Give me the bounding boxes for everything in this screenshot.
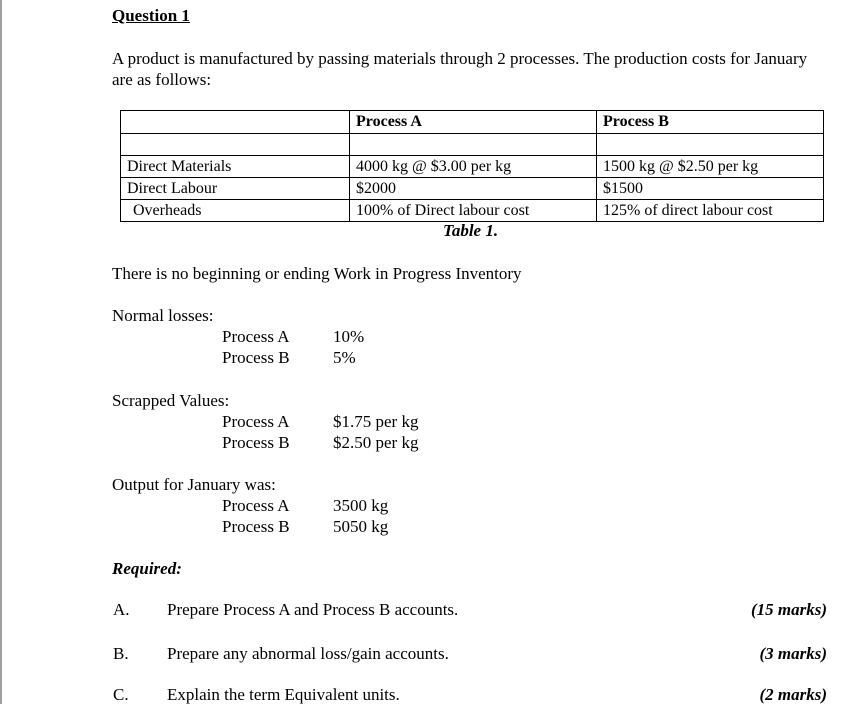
intro-paragraph: A product is manufactured by passing materials through 2 processes. The production costs for January are as follows:	[112, 49, 808, 89]
row-label: Direct Materials	[121, 156, 350, 178]
table-header-process-b: Process B	[597, 111, 824, 134]
requirement-text: Prepare Process A and Process B accounts.	[167, 600, 459, 619]
table-cell	[597, 134, 824, 156]
table-header-row	[121, 111, 824, 134]
requirement-text: Prepare any abnormal loss/gain accounts.	[167, 644, 449, 663]
required-heading: Required:	[112, 559, 182, 578]
table-header-cell	[121, 111, 350, 134]
process-b-value: 125% of direct labour cost	[597, 200, 824, 222]
page-edge	[0, 0, 2, 704]
requirement-marks: (2 marks)	[759, 685, 827, 704]
output-value: 3500 kg	[333, 496, 389, 515]
process-a-value: 4000 kg @ $3.00 per kg	[350, 156, 597, 178]
requirement-text: Explain the term Equivalent units.	[167, 685, 400, 704]
output-process: Process A	[222, 496, 290, 515]
normal-loss-value: 5%	[333, 348, 356, 367]
scrapped-value: $2.50 per kg	[333, 433, 419, 452]
production-costs-table	[120, 110, 824, 222]
normal-losses-label: Normal losses:	[112, 306, 214, 325]
row-label: Direct Labour	[121, 178, 350, 200]
scrapped-value: $1.75 per kg	[333, 412, 419, 431]
process-a-value: 100% of Direct labour cost	[350, 200, 597, 222]
process-a-value: $2000	[350, 178, 597, 200]
scrapped-process: Process B	[222, 433, 290, 452]
requirement-letter: C.	[113, 685, 129, 704]
table-caption: Table 1.	[443, 221, 499, 240]
table-row	[121, 178, 824, 200]
table-cell	[121, 134, 350, 156]
requirement-marks: (15 marks)	[750, 600, 827, 619]
wip-note: There is no beginning or ending Work in Progress Inventory	[112, 264, 522, 283]
requirement-marks: (3 marks)	[759, 644, 827, 663]
scrapped-values-label: Scrapped Values:	[112, 391, 230, 410]
output-value: 5050 kg	[333, 517, 389, 536]
row-label: Overheads	[121, 200, 350, 222]
normal-loss-value: 10%	[333, 327, 365, 346]
output-label: Output for January was:	[112, 475, 276, 494]
normal-loss-process: Process A	[222, 327, 290, 346]
table-row	[121, 156, 824, 178]
question-title: Question 1	[112, 6, 190, 25]
scrapped-process: Process A	[222, 412, 290, 431]
table-cell	[350, 134, 597, 156]
output-process: Process B	[222, 517, 290, 536]
normal-loss-process: Process B	[222, 348, 290, 367]
requirement-letter: A.	[113, 600, 130, 619]
table-header-process-a: Process A	[350, 111, 597, 134]
requirement-letter: B.	[113, 644, 129, 663]
process-b-value: 1500 kg @ $2.50 per kg	[597, 156, 824, 178]
process-b-value: $1500	[597, 178, 824, 200]
table-row	[121, 200, 824, 222]
table-spacer-row	[121, 134, 824, 156]
